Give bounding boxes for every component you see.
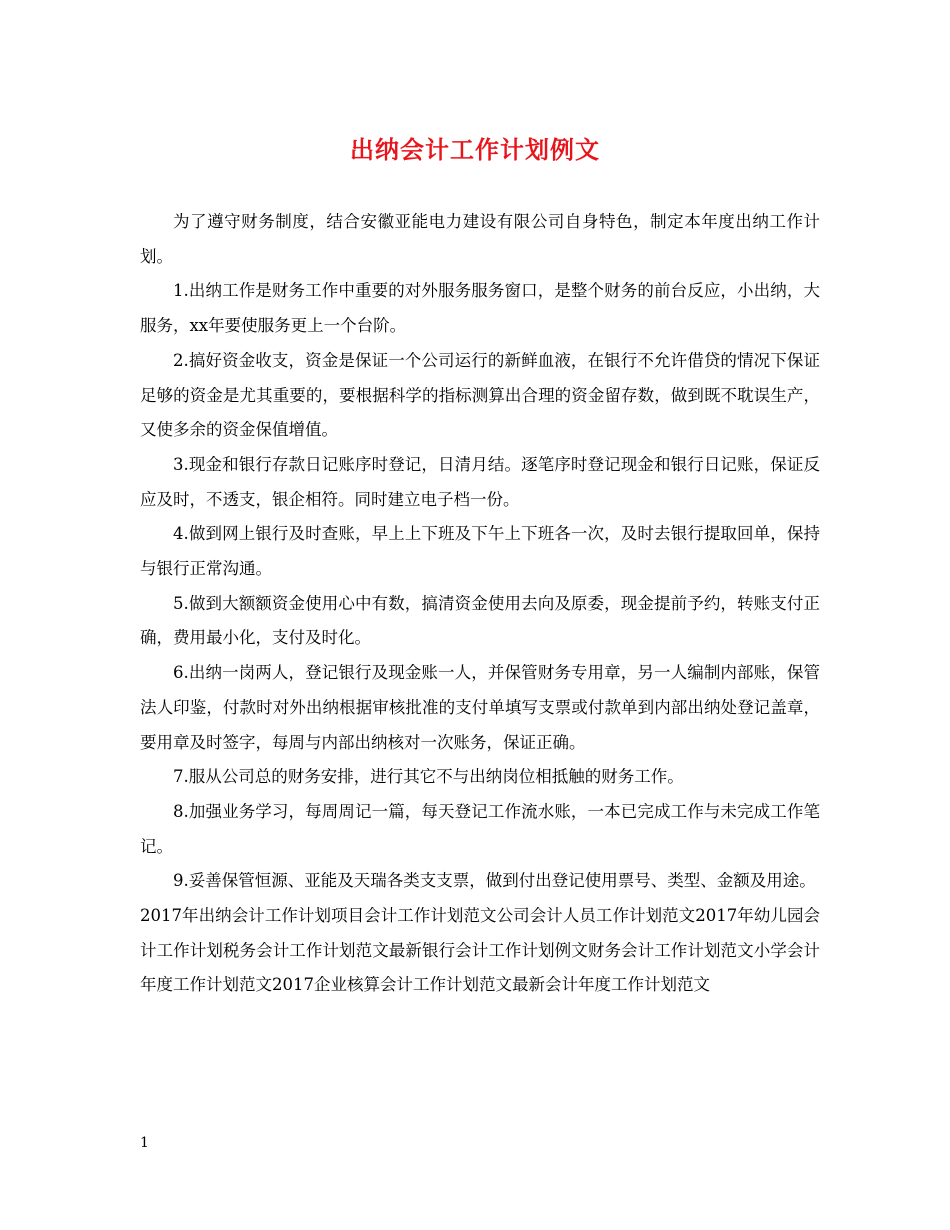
intro-paragraph: 为了遵守财务制度，结合安徽亚能电力建设有限公司自身特色，制定本年度出纳工作计划。 [140,212,820,266]
page-number: 1 [140,1135,149,1151]
plan-item-8: 8.加强业务学习，每周周记一篇，每天登记工作流水账，一本已完成工作与未完成工作笔记。 [140,801,820,856]
document-title: 出纳会计工作计划例文 [350,135,600,164]
plan-item-4: 4.做到网上银行及时查账，早上上下班及下午上下班各一次，及时去银行提取回单，保持与银行正常沟通。 [140,524,820,579]
plan-item-3: 3.现金和银行存款日记账序时登记，日清月结。逐笔序时登记现金和银行日记账，保证反应及时，不透支，银企相符。同时建立电子档一份。 [140,454,820,509]
plan-item-9: 9.妥善保管恒源、亚能及天瑞各类支支票，做到付出登记使用票号、类型、金额及用途。 [173,871,816,891]
document-body [140,205,820,1003]
plan-item-5: 5.做到大额额资金使用心中有数，搞清资金使用去向及原委，现金提前予约，转账支付正确，费用最小化，支付及时化。 [140,593,820,648]
related-links-text: 2017年出纳会计工作计划项目会计工作计划范文公司会计人员工作计划范文2017年幼儿园会计工作计划税务会计工作计划范文最新银行会计工作计划例文财务会计工作计划范文小学会计年度工作计划范文2017企业核算会计工作计划范文最新会计年度工作计划范文 [140,906,820,995]
plan-item-2: 2.搞好资金收支，资金是保证一个公司运行的新鲜血液，在银行不允许借贷的情况下保证足够的资金是尤其重要的，要根据科学的指标测算出合理的资金留存数，做到既不耽误生产，又使多余的资金保值增值。 [140,350,820,440]
plan-item-6: 6.出纳一岗两人，登记银行及现金账一人，并保管财务专用章，另一人编制内部账，保管法人印鉴，付款时对外出纳根据审核批准的支付单填写支票或付款单到内部出纳处登记盖章，要用章及时签字，每周与内部出纳核对一次账务，保证正确。 [140,663,820,752]
plan-item-7: 7.服从公司总的财务安排，进行其它不与出纳岗位相抵触的财务工作。 [173,767,684,787]
plan-item-1: 1.出纳工作是财务工作中重要的对外服务服务窗口，是整个财务的前台反应，小出纳，大服务，xx年要使服务更上一个台阶。 [140,281,820,336]
